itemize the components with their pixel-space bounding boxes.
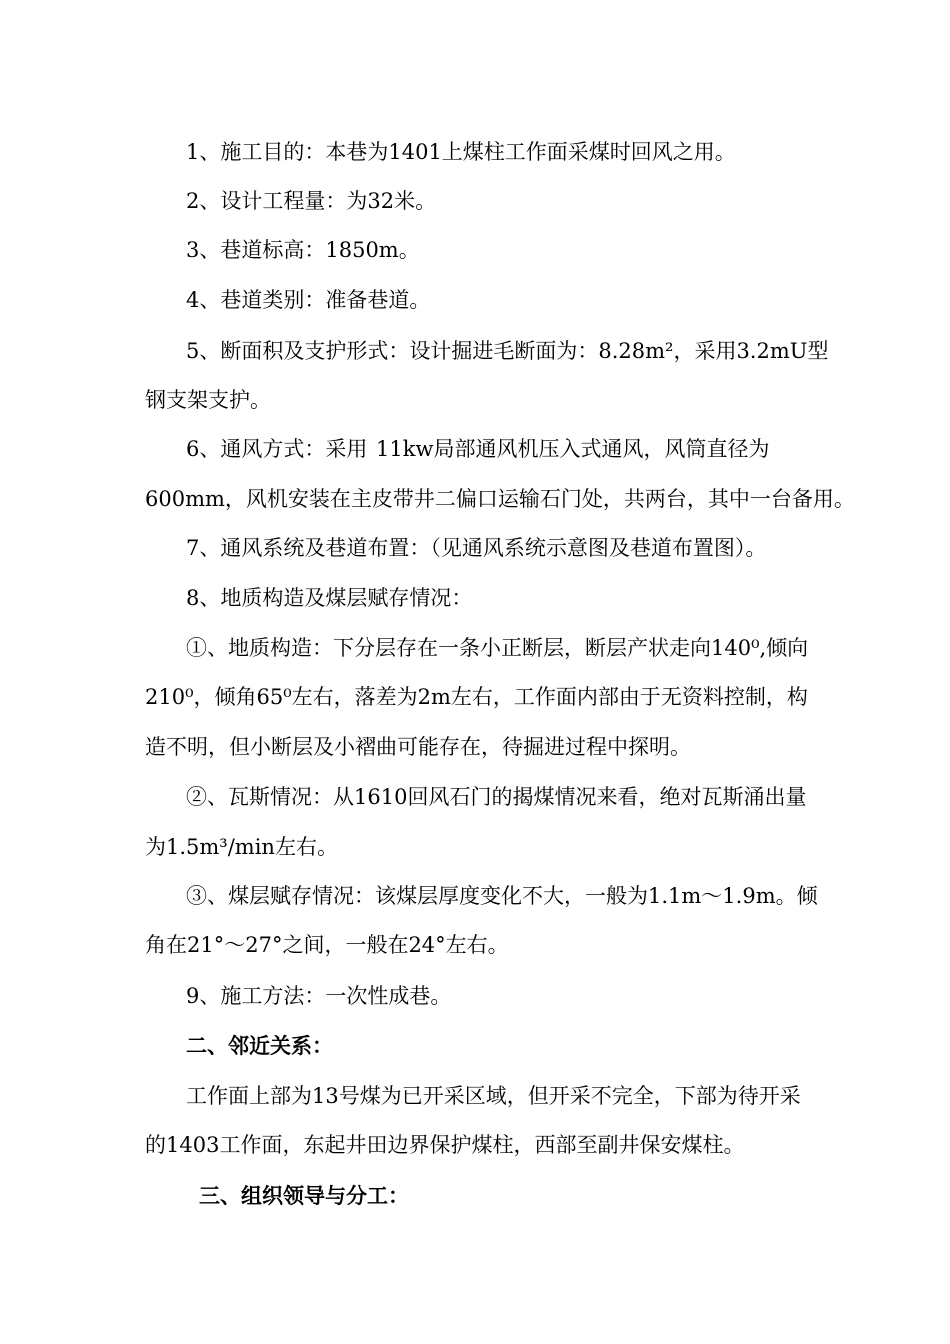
gas-condition-line1: ②、瓦斯情况：从1610回风石门的揭煤情况来看，绝对瓦斯涌出量 xyxy=(186,785,807,809)
item-8-geology-heading: 8、地质构造及煤层赋存情况： xyxy=(186,586,473,610)
item-1-purpose: 1、施工目的：本巷为1401上煤柱工作面采煤时回风之用。 xyxy=(186,140,736,164)
item-2-workload: 2、设计工程量：为32米。 xyxy=(186,189,437,213)
gas-condition-line2: 为1.5m³/min左右。 xyxy=(145,835,338,859)
item-5-section-line1: 5、断面积及支护形式：设计掘进毛断面为：8.28m²，采用3.2mU型 xyxy=(186,339,829,363)
item-6-ventilation-line1: 6、通风方式：采用 11kw局部通风机压入式通风，风筒直径为 xyxy=(186,437,770,461)
item-3-elevation: 3、巷道标高：1850m。 xyxy=(186,238,420,262)
geology-structure-line2: 210⁰，倾角65⁰左右，落差为2m左右，工作面内部由于无资料控制，构 xyxy=(145,685,808,709)
geology-structure-line1: ①、地质构造：下分层存在一条小正断层，断层产状走向140⁰,倾向 xyxy=(186,636,809,660)
item-7-layout: 7、通风系统及巷道布置：（见通风系统示意图及巷道布置图）。 xyxy=(186,536,767,560)
item-4-category: 4、巷道类别：准备巷道。 xyxy=(186,288,431,312)
section-2-heading: 二、邻近关系： xyxy=(186,1034,333,1058)
adjacency-line1: 工作面上部为13号煤为已开采区域，但开采不完全，下部为待开采 xyxy=(186,1084,801,1108)
geology-structure-line3: 造不明，但小断层及小褶曲可能存在，待掘进过程中探明。 xyxy=(145,735,691,759)
item-6-ventilation-line2: 600mm，风机安装在主皮带井二偏口运输石门处，共两台，其中一台备用。 xyxy=(145,487,855,511)
coal-seam-line2: 角在21°～27°之间，一般在24°左右。 xyxy=(145,933,509,957)
section-3-heading: 三、组织领导与分工： xyxy=(199,1184,409,1208)
adjacency-line2: 的1403工作面，东起井田边界保护煤柱，西部至副井保安煤柱。 xyxy=(145,1133,745,1157)
item-9-method: 9、施工方法：一次性成巷。 xyxy=(186,984,452,1008)
item-5-section-line2: 钢支架支护。 xyxy=(145,388,271,412)
coal-seam-line1: ③、煤层赋存情况：该煤层厚度变化不大，一般为1.1m～1.9m。倾 xyxy=(186,884,818,908)
